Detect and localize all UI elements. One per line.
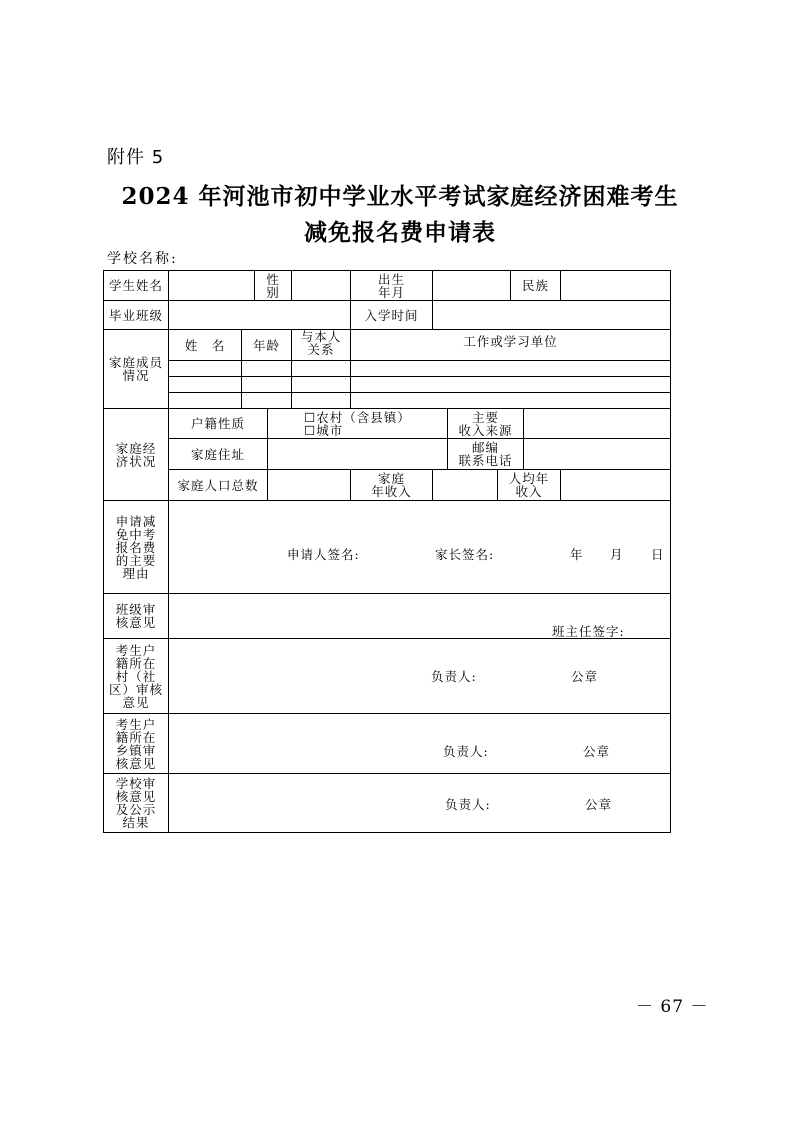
village-review-label-line2: 籍所在 <box>115 655 157 671</box>
school-name-label: 学校名称: <box>107 251 178 267</box>
village-review-label-line1: 考生户 <box>115 642 157 658</box>
annual-income-label-line2: 年收入 <box>371 484 412 499</box>
ethnicity-label: 民族 <box>510 270 561 301</box>
school-review-label-line3: 及公示 <box>115 802 157 817</box>
family-row-3-age[interactable] <box>241 392 292 409</box>
head-teacher-signature-label: 班主任签字: <box>552 624 625 639</box>
economy-label <box>103 408 169 501</box>
postcode-phone-label <box>447 438 524 470</box>
village-review-label-line4: 区）审核 <box>108 681 163 697</box>
family-work-header: 工作或学习单位 <box>350 329 671 361</box>
per-capita-income-label-line1: 人均年 <box>508 471 550 486</box>
per-capita-income-label-line2: 收入 <box>515 484 543 499</box>
town-review-label <box>103 713 169 774</box>
town-review-label-line4: 核意见 <box>115 755 157 771</box>
family-row-2-relation[interactable] <box>291 376 351 393</box>
reason-label-line1: 申请减 <box>115 513 157 529</box>
per-capita-income-label <box>497 469 561 501</box>
class-review-label-line2: 核意见 <box>115 615 157 630</box>
ethnicity-field[interactable] <box>560 270 671 301</box>
form-title-line1: 2024 年河池市初中学业水平考试家庭经济困难考生 <box>121 183 679 210</box>
annual-income-field[interactable] <box>432 469 498 501</box>
family-age-header: 年龄 <box>241 329 292 361</box>
enroll-time-label: 入学时间 <box>350 300 433 330</box>
date-day-label: 日 <box>651 547 665 562</box>
income-source-field[interactable] <box>523 408 671 439</box>
date-month-label: 月 <box>610 547 624 562</box>
income-source-label <box>447 408 524 439</box>
school-review-label <box>103 773 169 833</box>
income-source-label-line2: 收入来源 <box>458 422 513 438</box>
address-field[interactable] <box>267 438 448 470</box>
school-review-label-line4: 结果 <box>122 815 150 830</box>
phone-label-line2: 联系电话 <box>458 453 513 468</box>
gender-label <box>254 270 292 301</box>
school-review-label-line1: 学校审 <box>115 776 157 791</box>
family-row-2-name[interactable] <box>168 376 242 393</box>
family-relation-header-line2: 关系 <box>307 342 335 357</box>
class-label: 毕业班级 <box>103 300 169 330</box>
village-responsible-label: 负责人: <box>431 669 477 684</box>
option-urban-checkbox[interactable]: ☐城市 <box>304 422 344 438</box>
annual-income-label-line1: 家庭 <box>377 471 405 486</box>
income-source-label-line1: 主要 <box>471 409 499 425</box>
reason-label-line2: 免中考 <box>115 526 157 542</box>
school-seal-label: 公章 <box>585 797 613 812</box>
population-label: 家庭人口总数 <box>168 469 268 501</box>
family-row-1-name[interactable] <box>168 360 242 377</box>
family-row-3-name[interactable] <box>168 392 242 409</box>
student-name-field[interactable] <box>168 270 255 301</box>
family-members-label-line2: 情况 <box>122 368 150 383</box>
annual-income-label <box>350 469 433 501</box>
gender-label-line2: 别 <box>266 284 280 300</box>
birth-date-field[interactable] <box>432 270 511 301</box>
town-responsible-label: 负责人: <box>443 744 489 759</box>
form-title-line2: 减免报名费申请表 <box>304 219 496 246</box>
reason-label <box>103 500 169 594</box>
student-name-label: 学生姓名 <box>103 270 169 301</box>
village-review-label <box>103 638 169 714</box>
school-responsible-label: 负责人: <box>445 797 491 812</box>
family-name-header: 姓 名 <box>168 329 242 361</box>
family-relation-header-line1: 与本人 <box>300 329 342 344</box>
birth-date-label <box>350 270 433 301</box>
village-review-label-line5: 意见 <box>122 694 150 710</box>
family-row-3-relation[interactable] <box>291 392 351 409</box>
town-seal-label: 公章 <box>583 744 611 759</box>
family-relation-header <box>291 329 351 361</box>
population-field[interactable] <box>267 469 351 501</box>
page-number: － 67 － <box>636 997 709 1017</box>
postcode-label-line1: 邮编 <box>471 440 499 455</box>
family-row-3-work[interactable] <box>350 392 671 409</box>
class-field[interactable] <box>168 300 351 330</box>
option-rural-checkbox[interactable]: ☐农村（含县镇） <box>304 409 411 425</box>
reason-field[interactable] <box>168 500 671 594</box>
reason-label-line5: 理由 <box>122 565 150 581</box>
village-seal-label: 公章 <box>571 669 599 684</box>
reason-label-line3: 报名费 <box>115 539 157 555</box>
economy-label-line2: 济状况 <box>115 453 157 469</box>
household-type-options <box>267 408 448 439</box>
gender-field[interactable] <box>291 270 351 301</box>
parent-signature-label: 家长签名: <box>435 547 495 562</box>
gender-label-line1: 性 <box>266 271 280 287</box>
school-review-label-line2: 核意见 <box>115 789 157 804</box>
birth-date-label-line2: 年月 <box>377 284 405 300</box>
class-review-label <box>103 593 169 639</box>
birth-date-label-line1: 出生 <box>377 271 405 287</box>
family-row-1-work[interactable] <box>350 360 671 377</box>
family-row-2-age[interactable] <box>241 376 292 393</box>
family-row-1-relation[interactable] <box>291 360 351 377</box>
address-label: 家庭住址 <box>168 438 268 470</box>
town-review-label-line1: 考生户 <box>115 716 157 732</box>
reason-label-line4: 的主要 <box>115 552 157 568</box>
town-review-label-line2: 籍所在 <box>115 729 157 745</box>
class-review-label-line1: 班级审 <box>115 602 157 617</box>
village-review-label-line3: 村（社 <box>115 668 157 684</box>
applicant-signature-label: 申请人签名: <box>287 547 360 562</box>
town-review-label-line3: 乡镇审 <box>115 742 157 758</box>
postcode-phone-field[interactable] <box>523 438 671 470</box>
household-type-label: 户籍性质 <box>168 408 268 439</box>
date-year-label: 年 <box>570 547 584 562</box>
family-members-label <box>103 329 169 409</box>
family-members-label-line1: 家庭成员 <box>108 355 163 370</box>
attachment-label: 附件 5 <box>107 147 165 168</box>
family-row-2-work[interactable] <box>350 376 671 393</box>
family-row-1-age[interactable] <box>241 360 292 377</box>
economy-label-line1: 家庭经 <box>115 440 157 456</box>
enroll-time-field[interactable] <box>432 300 671 330</box>
per-capita-income-field[interactable] <box>560 469 671 501</box>
